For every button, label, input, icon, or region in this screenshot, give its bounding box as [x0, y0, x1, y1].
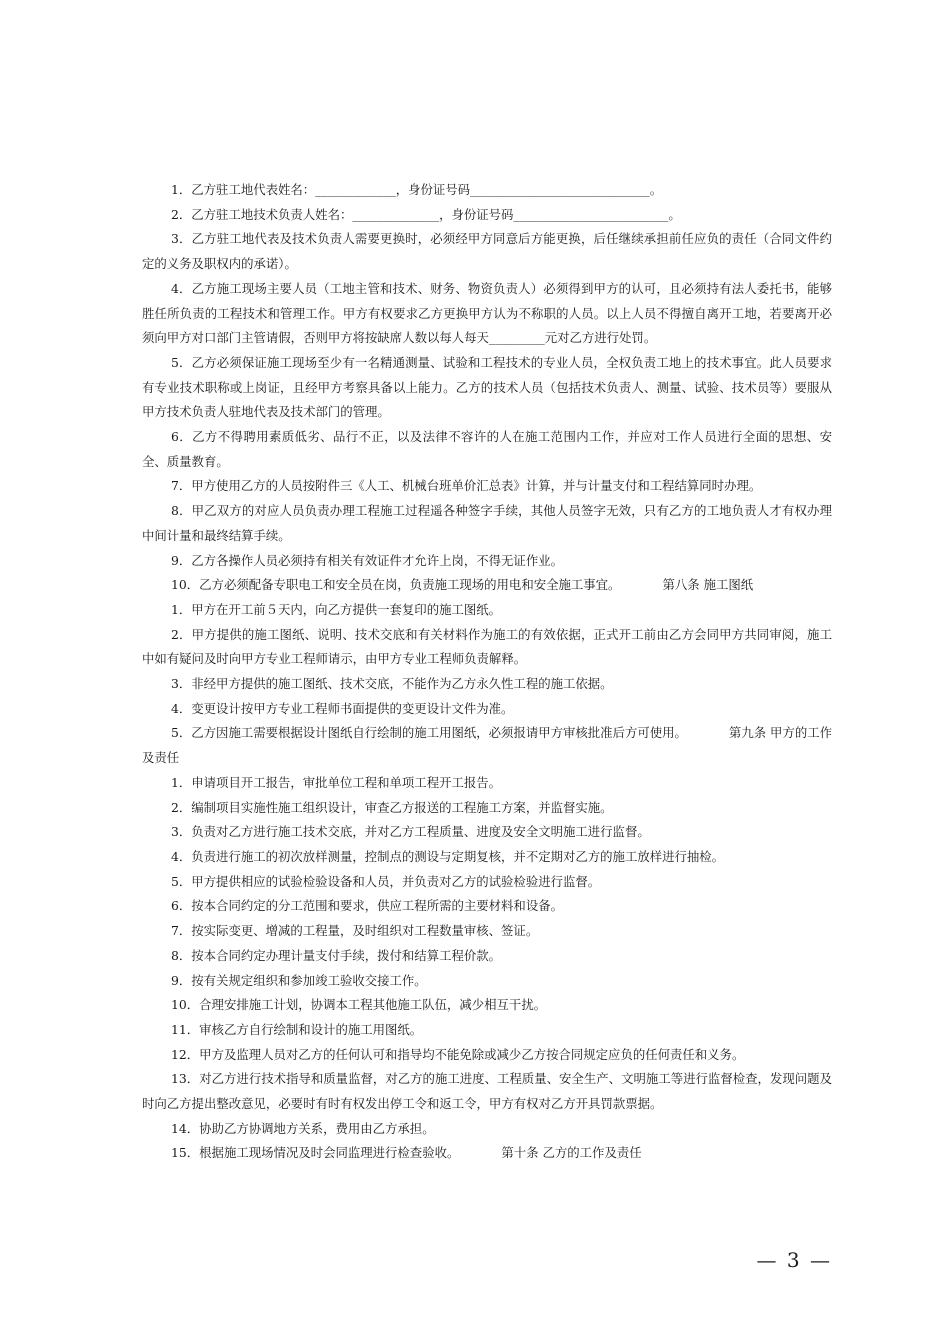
paragraph: 6．按本合同约定的分工范围和要求，供应工程所需的主要材料和设备。 — [171, 898, 563, 914]
paragraph: 8．按本合同约定办理计量支付手续，拨付和结算工程价款。 — [171, 947, 502, 963]
paragraph: 14．协助乙方协调地方关系，费用由乙方承担。 — [171, 1120, 435, 1136]
paragraph-with-heading — [142, 1141, 832, 1166]
paragraph: 12．甲方及监理人员对乙方的任何认可和指导均不能免除或减少乙方按合同规定应负的任何责任和义务。 — [171, 1046, 745, 1062]
section-heading: 第十条 乙方的工作及责任 — [501, 1145, 642, 1161]
page-number: — 3 — — [756, 1248, 832, 1272]
paragraph: 4．负责进行施工的初次放样测量，控制点的测设与定期复核，并不定期对乙方的施工放样进行抽检。 — [171, 848, 725, 864]
paragraph: 10．合理安排施工计划，协调本工程其他施工队伍，减少相互干扰。 — [171, 997, 547, 1013]
paragraph: 2．乙方驻工地技术负责人姓名：______________，身份证号码_________________________。 — [171, 206, 681, 222]
paragraph: 1．申请项目开工报告，审批单位工程和单项工程开工报告。 — [171, 774, 502, 790]
paragraph: 13．对乙方进行技术指导和质量监督，对乙方的施工进度、工程质量、安全生产、文明施工等进行监督检查，发现问题及时向乙方提出整改意见，必要时有时有权发出停工令和返工令，甲方有权对乙方开具罚款票据。 — [142, 1071, 832, 1112]
paragraph: 3．乙方驻工地代表及技术负责人需要更换时，必须经甲方同意后方能更换，后任继续承担前任应负的责任（合同文件约定的义务及职权内的承诺）。 — [142, 231, 832, 272]
paragraph: 1．甲方在开工前５天内，向乙方提供一套复印的施工图纸。 — [171, 601, 502, 617]
paragraph: 2．甲方提供的施工图纸、说明、技术交底和有关材料作为施工的有效依据，正式开工前由乙方会同甲方共同审阅，施工中如有疑问及时向甲方专业工程师请示，由甲方专业工程师负责解释。 — [142, 626, 832, 667]
paragraph: 9．乙方各操作人员必须持有相关有效证件才允许上岗，不得无证作业。 — [171, 552, 563, 568]
paragraph-text: 15．根据施工现场情况及时会同监理进行检查验收。 — [171, 1145, 460, 1161]
paragraph: 5．乙方必须保证施工现场至少有一名精通测量、试验和工程技术的专业人员，全权负责工地上的技术事宜。此人员要求有专业技术职称或上岗证，且经甲方考察具备以上能力。乙方的技术人员（包括技术负责人、测量、试验、技术员等）要服从甲方技术负责人驻地代表及技术部门的管理。 — [142, 354, 832, 420]
paragraph: 3．负责对乙方进行施工技术交底，并对乙方工程质量、进度及安全文明施工进行监督。 — [171, 824, 650, 840]
paragraph-text: 5．乙方因施工需要根据设计图纸自行绘制的施工用图纸，必须报请甲方审核批准后方可使用。 — [171, 725, 687, 741]
paragraph: 1．乙方驻工地代表姓名：_____________，身份证号码_____________________________。 — [171, 182, 663, 197]
document-body — [142, 178, 832, 1166]
section-heading: 第九条 甲方的工作及责任 — [142, 725, 832, 766]
paragraph: 5．甲方提供相应的试验检验设备和人员，并负责对乙方的试验检验进行监督。 — [171, 873, 601, 889]
paragraph-with-heading — [142, 721, 832, 770]
paragraph: 8．甲乙双方的对应人员负责办理工程施工过程遥各种签字手续，其他人员签字无效，只有乙方的工地负责人才有权办理中间计量和最终结算手续。 — [142, 503, 832, 543]
paragraph: 7．按实际变更、增减的工程量，及时组织对工程数量审核、签证。 — [171, 923, 539, 939]
paragraph: 11．审核乙方自行绘制和设计的施工用图纸。 — [171, 1021, 423, 1037]
paragraph: 4．乙方施工现场主要人员（工地主管和技术、财务、物资负责人）必须得到甲方的认可，且必须持有法人委托书，能够胜任所负责的工程技术和管理工作。甲方有权要求乙方更换甲方认为不称职的人员。以上人员不得擅自离开工地，若要离开必须向甲方对口部门主管请假，否则甲方将按缺席人数以每人每天_________元对乙方进行处罚。 — [142, 280, 832, 346]
paragraph-text: 10．乙方必须配备专职电工和安全员在岗，负责施工现场的用电和安全施工事宜。 — [171, 577, 621, 593]
paragraph: 4．变更设计按甲方专业工程师书面提供的变更设计文件为准。 — [171, 700, 514, 716]
paragraph: 7．甲方使用乙方的人员按附件三《人工、机械台班单价汇总表》计算，并与计量支付和工程结算同时办理。 — [171, 478, 762, 494]
paragraph: 2．编制项目实施性施工组织设计，审查乙方报送的工程施工方案，并监督实施。 — [171, 799, 613, 815]
paragraph: 3．非经甲方提供的施工图纸、技术交底，不能作为乙方永久性工程的施工依据。 — [171, 676, 613, 692]
paragraph: 9．按有关规定组织和参加竣工验收交接工作。 — [171, 972, 427, 988]
paragraph: 6．乙方不得聘用素质低劣、品行不正，以及法律不容许的人在施工范围内工作，并应对工作人员进行全面的思想、安全、质量教育。 — [142, 429, 832, 469]
paragraph-with-heading — [142, 573, 832, 598]
section-heading: 第八条 施工图纸 — [662, 577, 754, 593]
